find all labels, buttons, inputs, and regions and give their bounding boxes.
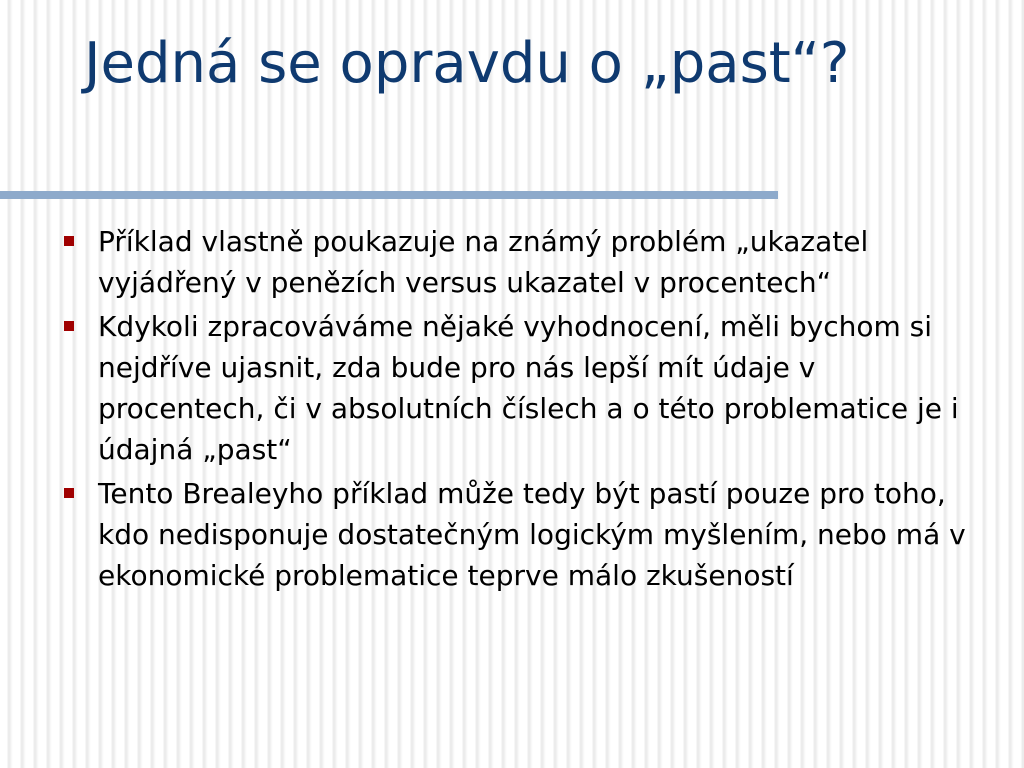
slide-title: Jedná se opravdu o „past“?: [84, 31, 850, 96]
bullet-item: [60, 221, 990, 303]
bullet-list: [60, 221, 990, 599]
square-bullet-icon: [64, 321, 74, 331]
title-divider: [0, 191, 778, 199]
bullet-text: Kdykoli zpracováváme nějaké vyhodnocení, měli bychom si nejdříve ujasnit, zda bude pro nás lepší mít údaje v procentech, či v absolutních číslech a o této problematice je i údajná „past“: [98, 310, 959, 466]
square-bullet-icon: [64, 236, 74, 246]
bullet-item: [60, 306, 990, 470]
bullet-text: Tento Brealeyho příklad může tedy být pastí pouze pro toho, kdo nedisponuje dostatečným logickým myšlením, nebo má v ekonomické problematice teprve málo zkušeností: [98, 477, 966, 592]
bullet-text: Příklad vlastně poukazuje na známý problém „ukazatel vyjádřený v penězích versus ukazatel v procentech“: [98, 225, 869, 299]
square-bullet-icon: [64, 488, 74, 498]
bullet-item: [60, 473, 990, 596]
